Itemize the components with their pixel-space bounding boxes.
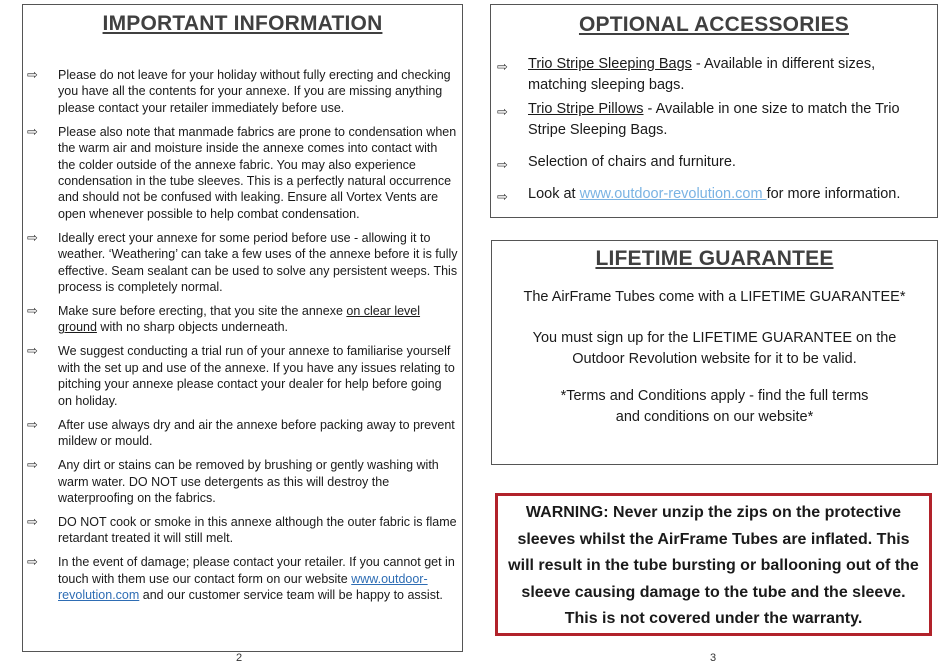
list-item: ⇨ Please also note that manmade fabrics are prone to condensation when the warm air and moisture inside the annexe comes into contact with the colder outside of the annexe fabric. You may also experience condensation in the tube sleeves. This is a perfectly natural occurrence and should not be confused with leaking. Ensure all Vortex Vents are open whenever possible to help combat condensation. xyxy=(27,123,457,221)
arrow-icon: ⇨ xyxy=(497,189,508,204)
warning-panel xyxy=(495,493,932,636)
list-item: ⇨ Make sure before erecting, that you site the annexe on clear level ground with no sharp objects underneath. xyxy=(27,303,421,335)
guarantee-line: You must sign up for the LIFETIME GUARANTEE on the Outdoor Revolution website for it to be valid. xyxy=(532,330,897,367)
arrow-icon: ⇨ xyxy=(27,229,38,245)
arrow-icon: ⇨ xyxy=(27,513,38,529)
lifetime-guarantee-title: LIFETIME GUARANTEE xyxy=(595,247,834,270)
arrow-icon: ⇨ xyxy=(27,554,38,570)
list-item: ⇨ Selection of chairs and furniture. xyxy=(491,152,939,173)
arrow-icon: ⇨ xyxy=(27,123,38,139)
important-information-title: IMPORTANT INFORMATION xyxy=(102,12,383,35)
arrow-icon: ⇨ xyxy=(497,59,508,74)
guarantee-terms: *Terms and Conditions apply - find the full terms xyxy=(560,388,869,404)
arrow-icon: ⇨ xyxy=(497,104,508,119)
page-number-right: 3 xyxy=(710,652,717,664)
underlined-phrase: on clear level ground xyxy=(58,304,421,335)
list-item: ⇨ In the event of damage; please contact your retailer. If you cannot get in touch with them use our contact form on our website www.outdoor-revolution.com and our customer service team will be happy to assist. xyxy=(27,554,455,603)
list-item: ⇨ Trio Stripe Sleeping Bags - Available in different sizes, matching sleeping bags. xyxy=(497,56,876,93)
arrow-icon: ⇨ xyxy=(27,416,38,432)
list-item: ⇨ Look at www.outdoor-revolution.com for more information. xyxy=(491,184,939,205)
list-item: ⇨ DO NOT cook or smoke in this annexe although the outer fabric is flame retardant treated it will still melt. xyxy=(27,513,457,546)
guarantee-terms: and conditions on our website* xyxy=(615,409,814,425)
warning-text: WARNING: Never unzip the zips on the protective sleeves whilst the AirFrame Tubes are inflated. This will result in the tube bursting or ballooning out of the sleeve causing damage to the tube and the sleeve. This is not covered under the warranty. xyxy=(508,504,919,627)
accessory-name: Trio Stripe Sleeping Bags xyxy=(528,56,692,72)
optional-accessories-title: OPTIONAL ACCESSORIES xyxy=(578,13,850,36)
arrow-icon: ⇨ xyxy=(27,457,38,473)
list-item: ⇨ After use always dry and air the annexe before packing away to prevent mildew or mould. xyxy=(27,416,455,449)
arrow-icon: ⇨ xyxy=(27,303,38,319)
optional-accessories-panel xyxy=(490,4,938,218)
website-link[interactable]: www.outdoor-revolution.com xyxy=(58,571,428,603)
list-item: ⇨ Any dirt or stains can be removed by brushing or gently washing with warm water. DO NOT use detergents as this will destroy the waterproofing on the fabrics. xyxy=(27,457,439,505)
arrow-icon: ⇨ xyxy=(497,157,508,172)
arrow-icon: ⇨ xyxy=(27,343,38,359)
important-information-panel xyxy=(22,4,463,652)
list-item: ⇨ We suggest conducting a trial run of your annexe to familiarise yourself with the set up and use of the annexe. If you have any issues relating to pitching your annexe please contact your dealer for help before going on holiday. xyxy=(27,343,455,408)
list-item: ⇨ Trio Stripe Pillows - Available in one size to match the Trio Stripe Sleeping Bags. xyxy=(497,101,900,138)
information-list xyxy=(23,67,464,611)
arrow-icon: ⇨ xyxy=(27,67,38,82)
page-number-left: 2 xyxy=(236,652,243,664)
lifetime-guarantee-panel xyxy=(491,240,938,465)
accessories-list xyxy=(491,54,939,205)
list-item: ⇨ Ideally erect your annexe for some period before use - allowing it to weather. ‘Weathering’ can take a few uses of the annexe before it is fully effective. Seam sealant can be used to solve any persistent weeps. This process is completely normal. xyxy=(27,229,458,295)
list-item: ⇨ Please do not leave for your holiday without fully erecting and checking you have all the contents for your annexe. If you are missing anything please contact your retailer immediately before use. xyxy=(27,67,451,115)
website-link[interactable]: www.outdoor-revolution.com xyxy=(579,186,767,202)
accessory-name: Trio Stripe Pillows xyxy=(528,101,644,117)
guarantee-line: The AirFrame Tubes come with a LIFETIME GUARANTEE* xyxy=(523,289,906,305)
